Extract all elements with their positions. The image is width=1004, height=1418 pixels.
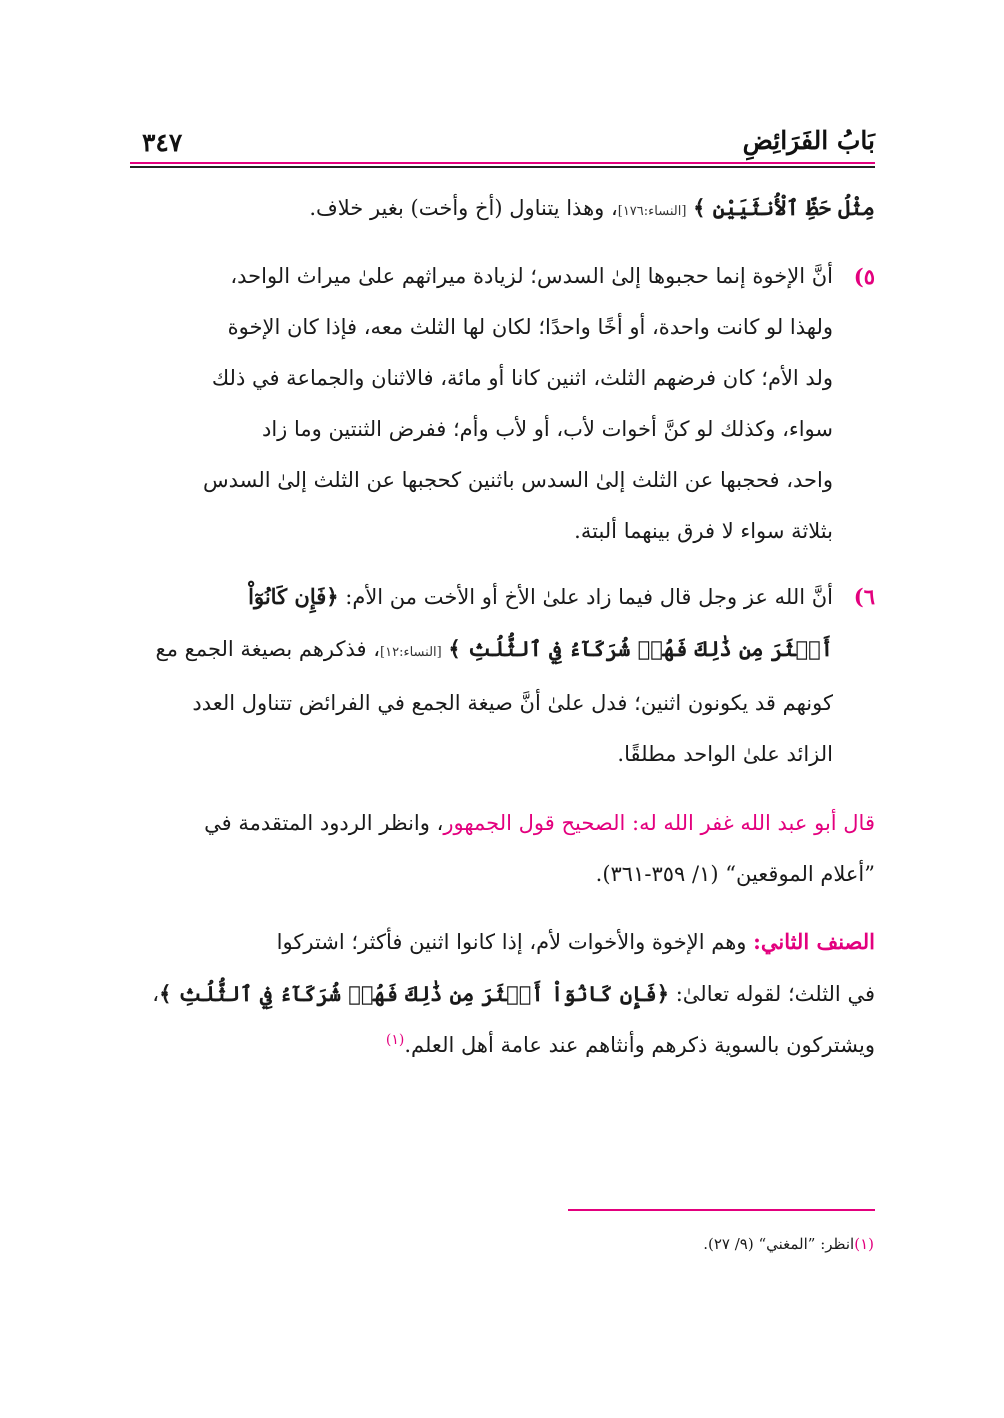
text-line: أنَّ الإخوة إنما حجبوها إلىٰ السدس؛ لزيادة ميراثهم علىٰ ميراث الواحد،: [230, 264, 833, 288]
text-line: [130, 182, 875, 237]
item-number: ٦): [853, 584, 875, 609]
footnote-separator: [568, 1209, 875, 1211]
text-line: [130, 571, 833, 623]
paragraph-text: أنَّ الله عز وجل قال فيما زاد علىٰ الأخ أو الأخت من الأم:: [338, 585, 833, 609]
text-line: ولد الأم؛ كان فرضهم الثلث، اثنين كانا أو مائة، فالاثنان والجماعة في ذلك: [211, 366, 833, 390]
paragraph-text: وهم الإخوة والأخوات لأم، إذا كانوا اثنين فأكثر؛ اشتركوا: [276, 930, 754, 954]
text-line: [130, 968, 875, 1020]
text-line: واحد، فحجبها عن الثلث إلىٰ السدس باثنين كحجبها عن الثلث إلىٰ السدس: [202, 468, 833, 492]
paragraph-text: ،: [152, 982, 160, 1006]
item-number: ٥): [853, 264, 875, 289]
text-line: ولهذا لو كانت واحدة، أو أخًا واحدًا؛ لكان لها الثلث معه، فإذا كان الإخوة: [227, 315, 833, 339]
text-line: كونهم قد يكونون اثنين؛ فدل علىٰ أنَّ صيغة الجمع في الفرائض تتناول العدد: [192, 691, 833, 715]
page-header: [130, 118, 875, 158]
text-line: سواء، وكذلك لو كنَّ أخوات لأب، أو لأب وأم؛ ففرض الثنتين وما زاد: [261, 417, 833, 441]
editor-comment: [130, 798, 875, 900]
quran-verse: ﴿فَإِن كَانُوٓاْ أَكۡثَرَ مِن ذَٰلِكَ فَهُمۡ شُرَكَآءُ فِي ٱلثُّلُثِ ﴾: [159, 981, 670, 1006]
paragraph-text: ، وانظر الردود المتقدمة في: [204, 811, 444, 835]
text-line: الزائد علىٰ الواحد مطلقًا.: [617, 742, 833, 766]
list-item-5: [130, 251, 875, 557]
editor-comment-label: قال أبو عبد الله غفر الله له: الصحيح قول الجمهور: [443, 811, 875, 835]
verse-reference: [النساء:١٢]: [380, 645, 442, 660]
footnote-text: انظر: ”المغني“ (٩/ ٢٧).: [703, 1235, 855, 1253]
chapter-title: بَابُ الفَرَائِضِ: [742, 126, 875, 155]
text-line: [130, 1020, 875, 1071]
section-second-category: [130, 916, 875, 1071]
header-rule-pink: [130, 162, 875, 164]
page-body: [130, 182, 875, 1071]
list-item-6: [130, 571, 875, 780]
quran-verse: مِثْلُ حَظِّ ٱلْأُنثَيَيْنِ ﴾: [693, 195, 875, 220]
verse-reference: [النساء:١٧٦]: [617, 204, 687, 219]
text-line: [130, 798, 875, 849]
text-line: بثلاثة سواء لا فرق بينهما ألبتة.: [574, 519, 833, 543]
paragraph-text: ، فذكرهم بصيغة الجمع مع: [155, 637, 381, 661]
section-heading: الصنف الثاني:: [753, 929, 875, 954]
footnote: [129, 1232, 874, 1256]
text-line: [130, 623, 833, 678]
text-line: [130, 916, 875, 968]
footnote-marker[interactable]: (١): [385, 1032, 405, 1048]
header-rule-dark: [130, 166, 875, 168]
quran-verse: أَكۡثَرَ مِن ذَٰلِكَ فَهُمۡ شُرَكَآءُ فِي ٱلثُّلُثِ ﴾: [448, 636, 833, 661]
paragraph-text: ويشتركون بالسوية ذكرهم وأنثاهم عند عامة أهل العلم.: [404, 1033, 875, 1057]
footnote-number: (١): [854, 1235, 874, 1253]
paragraph-text: في الثلث؛ لقوله تعالىٰ:: [669, 982, 875, 1006]
text-line: ”أعلام الموقعين“ (١/ ٣٥٩-٣٦١).: [595, 862, 875, 886]
paragraph-continuation: [130, 182, 875, 237]
quran-verse: ﴿فَإِن كَانُوٓاْ: [248, 584, 339, 609]
page-number: ٣٤٧: [142, 128, 183, 157]
paragraph-text: ، وهذا يتناول (أخ وأخت) بغير خلاف.: [309, 196, 618, 220]
